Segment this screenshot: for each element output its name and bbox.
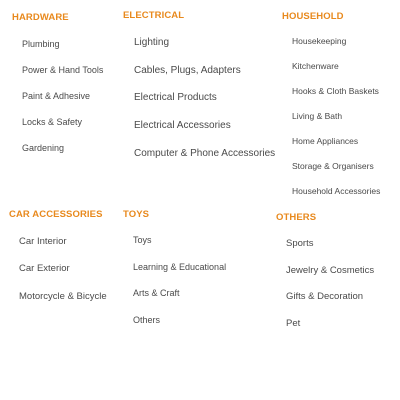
menu-item-home-appliances[interactable]: Home Appliances (292, 136, 359, 146)
menu-item-gardening[interactable]: Gardening (22, 143, 65, 153)
category-title-others[interactable]: OTHERS (276, 212, 317, 223)
menu-item-storage-organisers[interactable]: Storage & Organisers (292, 161, 374, 171)
menu-item-plumbing[interactable]: Plumbing (22, 39, 60, 49)
menu-item-locks-safety[interactable]: Locks & Safety (22, 117, 83, 127)
category-title-toys[interactable]: TOYS (123, 209, 150, 220)
category-car-accessories (9, 209, 107, 302)
menu-item-electrical-accessories[interactable]: Electrical Accessories (134, 120, 231, 131)
category-title-household[interactable]: HOUSEHOLD (282, 11, 344, 22)
menu-item-cables-plugs-adapters[interactable]: Cables, Plugs, Adapters (134, 65, 241, 76)
menu-item-car-interior[interactable]: Car Interior (19, 236, 67, 247)
menu-item-learning-educational[interactable]: Learning & Educational (133, 262, 227, 272)
menu-item-electrical-products[interactable]: Electrical Products (134, 92, 217, 103)
menu-item-housekeeping[interactable]: Housekeeping (292, 36, 347, 46)
menu-item-toys[interactable]: Toys (133, 235, 152, 245)
menu-item-lighting[interactable]: Lighting (134, 37, 170, 48)
menu-item-household-accessories[interactable]: Household Accessories (292, 186, 381, 196)
category-title-electrical[interactable]: ELECTRICAL (123, 10, 185, 21)
category-household (282, 11, 381, 196)
category-electrical (123, 10, 276, 159)
menu-item-others[interactable]: Others (133, 315, 161, 325)
menu-item-motorcycle-bicycle[interactable]: Motorcycle & Bicycle (19, 291, 107, 302)
menu-item-sports[interactable]: Sports (286, 238, 314, 249)
category-title-hardware[interactable]: HARDWARE (12, 12, 69, 23)
menu-item-computer-phone-accessories[interactable]: Computer & Phone Accessories (134, 148, 276, 159)
menu-item-car-exterior[interactable]: Car Exterior (19, 263, 70, 274)
menu-item-paint-adhesive[interactable]: Paint & Adhesive (22, 91, 91, 101)
menu-item-kitchenware[interactable]: Kitchenware (292, 61, 339, 71)
menu-item-living-bath[interactable]: Living & Bath (292, 111, 343, 121)
category-toys (123, 209, 227, 325)
category-hardware (12, 12, 104, 153)
menu-item-jewelry-cosmetics[interactable]: Jewelry & Cosmetics (286, 265, 375, 276)
category-title-car-accessories[interactable]: CAR ACCESSORIES (9, 209, 103, 220)
menu-item-gifts-decoration[interactable]: Gifts & Decoration (286, 291, 364, 302)
menu-item-power-hand-tools[interactable]: Power & Hand Tools (22, 65, 104, 75)
menu-item-pet[interactable]: Pet (286, 318, 301, 329)
menu-item-arts-craft[interactable]: Arts & Craft (133, 288, 180, 298)
category-others (276, 212, 375, 329)
menu-item-hooks-cloth-baskets[interactable]: Hooks & Cloth Baskets (292, 86, 379, 96)
